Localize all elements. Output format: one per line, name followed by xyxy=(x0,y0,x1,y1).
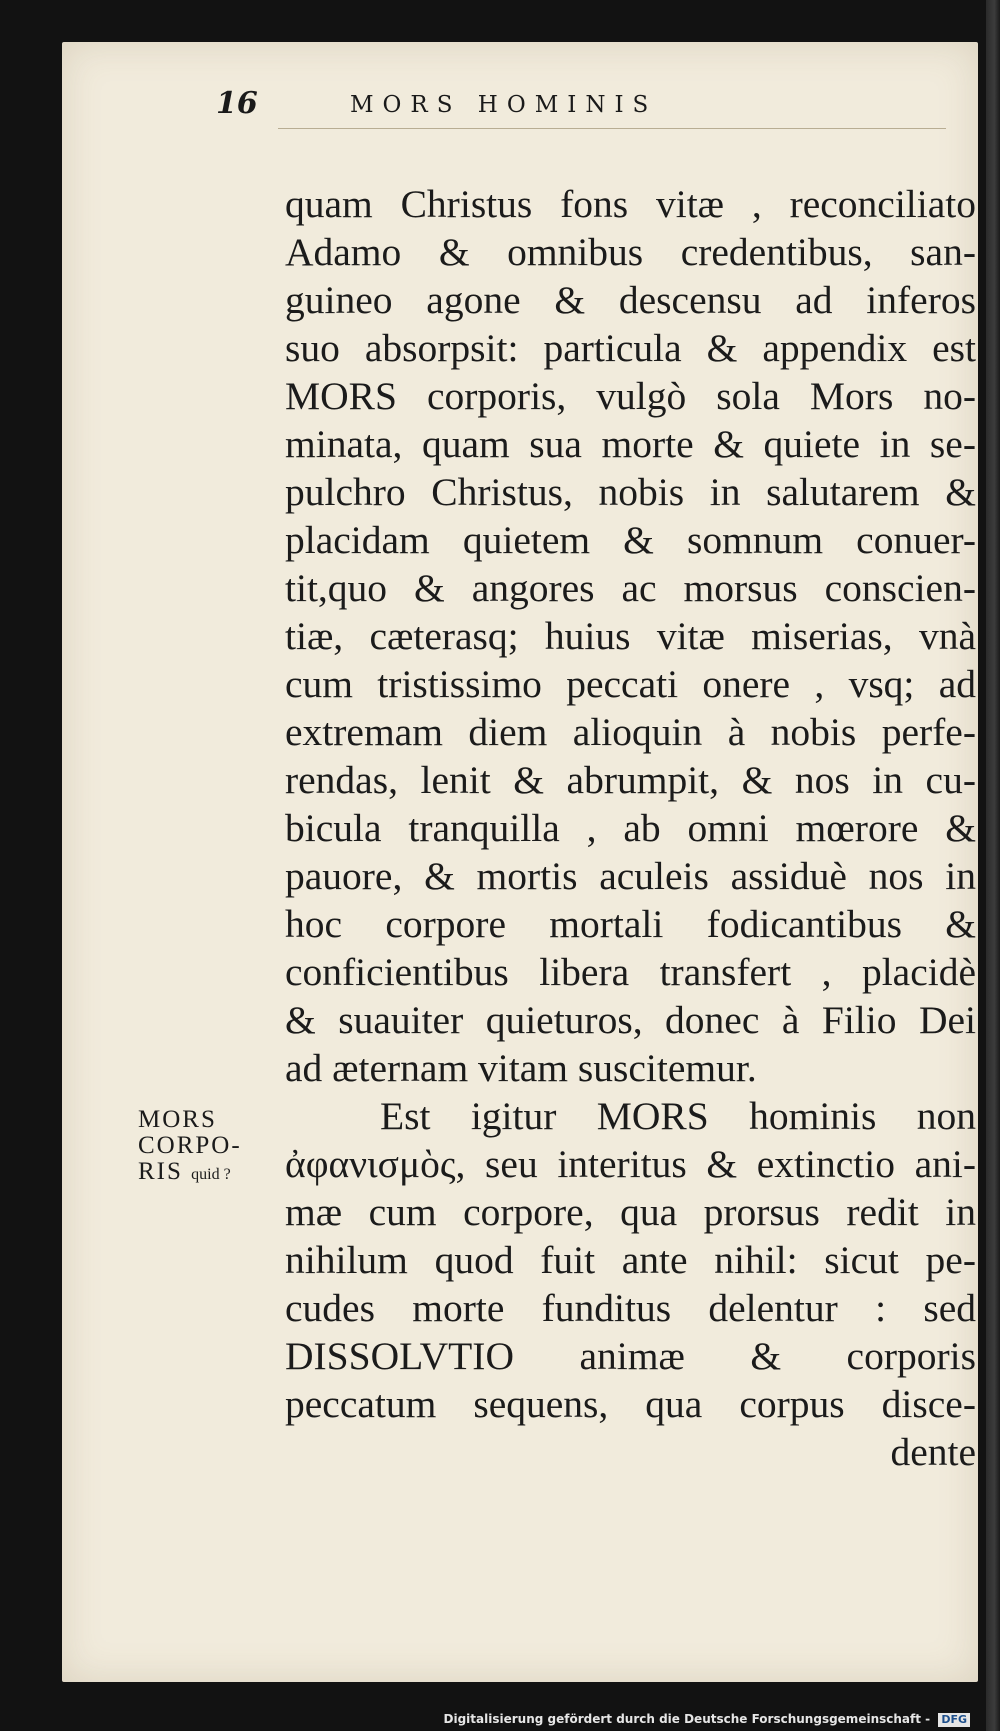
text-line: nihilum quod fuit ante nihil: sicut pe- xyxy=(285,1238,976,1282)
text-line: tit,quo & angores ac morsus conscien- xyxy=(285,566,976,610)
text-line: pauore, & mortis aculeis assiduè nos in xyxy=(285,854,976,898)
text-line: quam Christus fons vitæ , reconciliato xyxy=(285,182,976,226)
text-line: cum tristissimo peccati onere , vsq; ad xyxy=(285,662,976,706)
credit-text: Digitalisierung gefördert durch die Deutsche Forschungsgemeinschaft - xyxy=(443,1712,931,1726)
text-line: ἀφανισμὸς, seu interitus & extinctio ani- xyxy=(285,1142,976,1186)
text-line: hoc corpore mortali fodicantibus & xyxy=(285,902,976,946)
text-line: peccatum sequens, qua corpus disce- xyxy=(285,1382,976,1426)
marginal-note xyxy=(138,1107,283,1188)
marginal-note-small: quid ? xyxy=(191,1166,231,1183)
body-text xyxy=(285,180,976,1476)
page-number: 16 xyxy=(216,86,258,121)
text-line: ad æternam vitam suscitemur. xyxy=(285,1046,757,1090)
dfg-logo: DFG xyxy=(938,1713,970,1727)
text-line: rendas, lenit & abrumpit, & nos in cu- xyxy=(285,758,976,802)
text-line: mæ cum corpore, qua prorsus redit in xyxy=(285,1190,976,1234)
text-line: DISSOLVTIO animæ & corporis xyxy=(285,1334,976,1378)
digitization-credit xyxy=(444,1712,970,1727)
marginal-note-line: CORPO- xyxy=(138,1132,242,1159)
text-line: & suauiter quieturos, donec à Filio Dei xyxy=(285,998,976,1042)
text-line: guineo agone & descensu ad inferos xyxy=(285,278,976,322)
text-line: pulchro Christus, nobis in salutarem & xyxy=(285,470,976,514)
text-line: Adamo & omnibus credentibus, san- xyxy=(285,230,976,274)
catchword: dente xyxy=(890,1430,976,1474)
marginal-note-line xyxy=(138,1159,283,1188)
text-line: MORS corporis, vulgò sola Mors no- xyxy=(285,374,976,418)
text-line: Est igitur MORS hominis non xyxy=(380,1094,976,1138)
marginal-note-word: RIS xyxy=(138,1158,183,1185)
header-rule xyxy=(278,128,946,129)
text-line: minata, quam sua morte & quiete in se- xyxy=(285,422,976,466)
text-line: suo absorpsit: particula & appendix est xyxy=(285,326,976,370)
text-line: placidam quietem & somnum conuer- xyxy=(285,518,976,562)
text-line: bicula tranquilla , ab omni mœrore & xyxy=(285,806,976,850)
book-binding-edge xyxy=(986,0,1000,1731)
text-line: tiæ, cæterasq; huius vitæ miserias, vnà xyxy=(285,614,976,658)
running-head: MORS HOMINIS xyxy=(350,92,658,118)
marginal-note-line: MORS xyxy=(138,1106,217,1133)
text-line: cudes morte funditus delentur : sed xyxy=(285,1286,976,1330)
text-line: extremam diem alioquin à nobis perfe- xyxy=(285,710,976,754)
text-line: conficientibus libera transfert , placidè xyxy=(285,950,976,994)
